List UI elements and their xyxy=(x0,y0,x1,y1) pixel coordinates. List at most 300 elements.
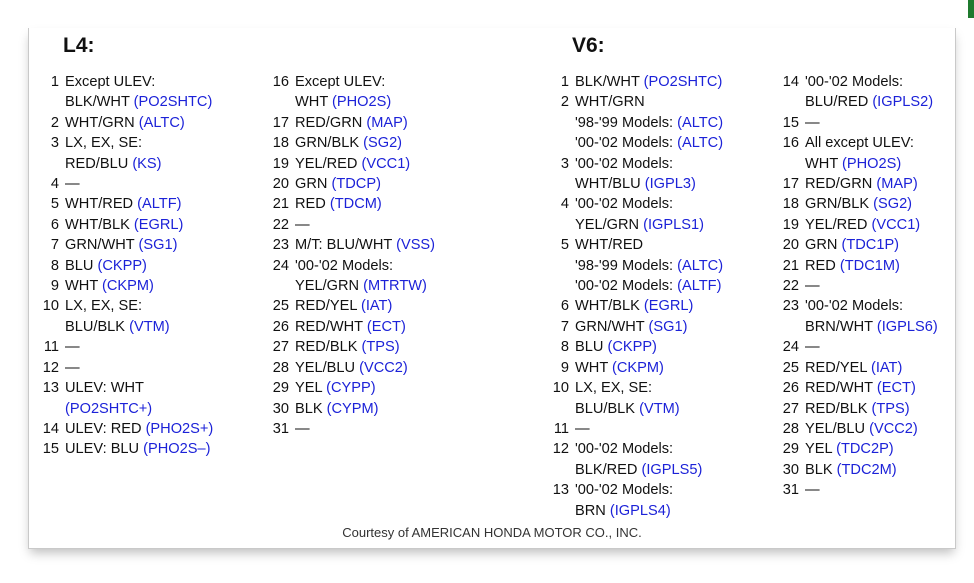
wire-color: YEL/BLU xyxy=(805,420,870,437)
wire-color: — xyxy=(65,339,80,356)
pin-entry xyxy=(541,480,723,521)
wire-color: RED/BLU xyxy=(65,155,133,172)
wire-color: '00-'02 Models: xyxy=(575,441,674,458)
pin-description xyxy=(65,256,147,276)
wire-color: LX, EX, SE: xyxy=(65,135,143,152)
wire-color: RED/WHT xyxy=(295,318,367,335)
pin-description xyxy=(295,317,406,337)
wire-color: BLK xyxy=(805,461,837,478)
pin-entry xyxy=(261,133,435,153)
pin-line xyxy=(575,439,702,459)
pin-number: 31 xyxy=(782,482,799,499)
signal-code: (IGPLS6) xyxy=(876,318,938,335)
pin-description xyxy=(805,113,820,133)
pin-number: 26 xyxy=(782,380,799,397)
pin-number: 17 xyxy=(782,176,799,193)
pin-entry xyxy=(541,439,723,480)
pin-description xyxy=(65,358,80,378)
pin-entry xyxy=(541,72,723,92)
pin-entry xyxy=(771,72,938,113)
wire-color: RED/BLK xyxy=(295,339,362,356)
pin-number: 22 xyxy=(782,278,799,295)
pin-description xyxy=(295,358,408,378)
pin-line xyxy=(295,215,310,235)
pin-entry xyxy=(31,215,213,235)
wire-color: BLK/WHT xyxy=(575,74,644,90)
pin-description xyxy=(575,296,693,316)
pin-description xyxy=(575,337,657,357)
pin-entry xyxy=(31,358,213,378)
pin-line xyxy=(805,194,912,214)
signal-code: (IAT) xyxy=(870,359,903,376)
pin-number: 23 xyxy=(272,237,289,254)
pin-description xyxy=(65,113,185,133)
pin-entry xyxy=(261,194,435,214)
signal-code: (CYPM) xyxy=(326,400,379,417)
pin-entry xyxy=(771,174,938,194)
signal-code: (TDCP) xyxy=(331,176,381,193)
pin-line xyxy=(575,72,722,92)
pin-line xyxy=(65,133,162,153)
wire-color: — xyxy=(295,216,310,233)
signal-code: (IGPLS2) xyxy=(872,94,934,111)
wire-color: All except ULEV: xyxy=(805,135,914,152)
pin-description xyxy=(575,378,680,419)
signal-code: (PHO2S) xyxy=(842,155,902,172)
pin-number: 29 xyxy=(782,441,799,458)
pin-entry xyxy=(771,358,938,378)
pin-line xyxy=(575,399,680,419)
pin-description xyxy=(805,399,910,419)
wire-color: BLU/BLK xyxy=(65,318,130,335)
pin-description xyxy=(65,72,212,113)
pin-entry xyxy=(541,194,723,235)
pin-number: 1 xyxy=(50,74,59,90)
signal-code: (PHO2S) xyxy=(332,94,392,111)
pin-entry xyxy=(261,113,435,133)
pin-entry xyxy=(261,296,435,316)
signal-code: (PO2SHTC) xyxy=(133,94,213,111)
corner-mark xyxy=(968,0,974,18)
pin-number: 10 xyxy=(552,380,569,397)
pin-entry xyxy=(541,92,723,153)
pin-line xyxy=(805,92,933,112)
wire-color: WHT xyxy=(575,359,613,376)
wire-color: BLK/WHT xyxy=(65,94,134,111)
pin-line xyxy=(65,194,181,214)
wire-color: '00-'02 Models: xyxy=(805,74,904,90)
signal-code: (PO2SHTC+) xyxy=(65,400,153,417)
pin-number: 15 xyxy=(782,114,799,131)
pin-line xyxy=(295,378,376,398)
pin-line xyxy=(65,235,177,255)
wire-color: WHT/RED xyxy=(575,237,644,254)
pin-line xyxy=(805,358,902,378)
pin-number: 17 xyxy=(272,114,289,131)
pin-entry xyxy=(261,235,435,255)
pin-line xyxy=(575,296,693,316)
signal-code: (MTRTW) xyxy=(363,278,427,295)
wire-color: BLK xyxy=(295,400,327,417)
signal-code: (TDC2P) xyxy=(836,441,894,458)
pin-description xyxy=(65,276,154,296)
pin-line xyxy=(805,337,820,357)
pin-line xyxy=(295,194,382,214)
pin-line xyxy=(65,337,80,357)
pin-line xyxy=(805,256,900,276)
pin-entry xyxy=(541,235,723,296)
courtesy-caption: Courtesy of AMERICAN HONDA MOTOR CO., INC. xyxy=(342,525,642,540)
signal-code: (VCC1) xyxy=(361,155,411,172)
wire-color: — xyxy=(805,482,820,499)
pin-description xyxy=(295,113,408,133)
pin-entry xyxy=(771,378,938,398)
pin-line xyxy=(65,72,212,92)
pin-line xyxy=(295,92,391,112)
pin-line xyxy=(295,133,402,153)
pin-number: 21 xyxy=(272,196,289,213)
pin-description xyxy=(295,215,310,235)
pin-number: 21 xyxy=(782,257,799,274)
pin-number: 13 xyxy=(552,482,569,499)
signal-code: (TDCM) xyxy=(329,196,382,213)
pin-entry xyxy=(31,174,213,194)
pin-description xyxy=(295,174,381,194)
pin-entry xyxy=(541,358,723,378)
pin-line xyxy=(805,480,820,500)
wire-color: GRN xyxy=(805,237,842,254)
pin-line xyxy=(575,194,704,214)
signal-code: (ALTC) xyxy=(677,135,724,152)
section-title-l4: L4: xyxy=(63,34,95,57)
signal-code: (MAP) xyxy=(876,176,918,193)
pin-number: 4 xyxy=(560,196,569,213)
pin-line xyxy=(805,174,918,194)
pin-description xyxy=(295,296,392,316)
pin-description xyxy=(805,460,897,480)
pin-entry xyxy=(31,337,213,357)
pin-entry xyxy=(261,215,435,235)
signal-code: (TPS) xyxy=(361,339,400,356)
wire-color: ULEV: RED xyxy=(65,420,146,437)
pin-description xyxy=(805,235,899,255)
pin-entry xyxy=(771,276,938,296)
pin-entry xyxy=(771,337,938,357)
pin-entry xyxy=(771,256,938,276)
pin-entry xyxy=(771,113,938,133)
pin-line xyxy=(65,419,213,439)
pin-description xyxy=(575,358,664,378)
pin-entry xyxy=(771,460,938,480)
pin-description xyxy=(65,296,170,337)
pin-line xyxy=(575,480,673,500)
pin-entry xyxy=(771,399,938,419)
signal-code: (VTM) xyxy=(639,400,680,417)
pin-description xyxy=(805,378,916,398)
pin-entry xyxy=(261,72,435,113)
pin-line xyxy=(805,113,820,133)
pin-entry xyxy=(261,317,435,337)
pin-description xyxy=(65,133,162,174)
pin-line xyxy=(805,439,894,459)
wire-color: GRN/BLK xyxy=(805,196,874,213)
pin-description xyxy=(295,378,376,398)
signal-code: (ECT) xyxy=(876,380,916,397)
pin-description xyxy=(805,194,912,214)
pin-description xyxy=(65,174,80,194)
pin-line xyxy=(295,256,427,276)
v6-column-1 xyxy=(541,72,723,521)
signal-code: (ALTC) xyxy=(138,114,185,131)
wire-color: '00-'02 Models: xyxy=(295,257,394,274)
pin-line xyxy=(805,399,910,419)
signal-code: (VTM) xyxy=(129,318,170,335)
signal-code: (TDC1P) xyxy=(841,237,900,254)
pin-line xyxy=(805,317,938,337)
pin-entry xyxy=(771,419,938,439)
pin-number: 22 xyxy=(272,216,289,233)
pin-line xyxy=(575,337,657,357)
pin-number: 3 xyxy=(50,135,59,152)
pin-line xyxy=(575,113,723,133)
pin-number: 20 xyxy=(782,237,799,254)
wire-color: GRN xyxy=(295,176,332,193)
signal-code: (IGPLS5) xyxy=(641,461,703,478)
signal-code: (ECT) xyxy=(366,318,406,335)
pin-description xyxy=(805,72,933,113)
pin-number: 25 xyxy=(782,359,799,376)
pin-entry xyxy=(31,419,213,439)
pin-number: 20 xyxy=(272,176,289,193)
pin-entry xyxy=(31,113,213,133)
signal-code: (EGRL) xyxy=(643,298,694,315)
signal-code: (SG2) xyxy=(363,135,403,152)
wire-color: — xyxy=(805,114,820,131)
signal-code: (ALTC) xyxy=(677,114,724,131)
pin-number: 28 xyxy=(272,359,289,376)
pin-description xyxy=(295,133,402,153)
pin-description xyxy=(805,133,914,174)
wire-color: ULEV: WHT xyxy=(65,380,144,397)
pin-number: 2 xyxy=(50,114,59,131)
pin-number: 23 xyxy=(782,298,799,315)
pin-line xyxy=(65,154,162,174)
pin-description xyxy=(575,235,723,296)
pin-number: 3 xyxy=(560,155,569,172)
pin-entry xyxy=(541,419,723,439)
signal-code: (SG1) xyxy=(138,237,178,254)
wire-color: WHT xyxy=(805,155,843,172)
pin-entry xyxy=(771,296,938,337)
pin-line xyxy=(65,378,152,398)
signal-code: (PHO2S–) xyxy=(143,441,211,458)
pin-entry xyxy=(261,256,435,297)
pin-description xyxy=(295,194,382,214)
pin-description xyxy=(575,72,722,92)
pin-number: 5 xyxy=(560,237,569,254)
pin-line xyxy=(575,235,723,255)
pin-line xyxy=(295,317,406,337)
signal-code: (ALTF) xyxy=(677,278,722,295)
pin-line xyxy=(575,256,723,276)
pin-line xyxy=(575,92,723,112)
wire-color: BRN/WHT xyxy=(805,318,877,335)
wire-color: YEL/GRN xyxy=(295,278,364,295)
pin-entry xyxy=(261,174,435,194)
pin-entry xyxy=(31,72,213,113)
pin-line xyxy=(65,215,183,235)
wire-color: — xyxy=(295,420,310,437)
wire-color: BLK/RED xyxy=(575,461,642,478)
pin-number: 7 xyxy=(50,237,59,254)
pin-entry xyxy=(541,154,723,195)
pin-line xyxy=(65,256,147,276)
wire-color: '00-'02 Models: xyxy=(575,135,678,152)
pin-number: 4 xyxy=(50,176,59,193)
wire-color: YEL/RED xyxy=(805,216,872,233)
pin-number: 16 xyxy=(782,135,799,152)
pin-line xyxy=(805,154,914,174)
pin-number: 11 xyxy=(553,420,569,437)
pin-line xyxy=(65,317,170,337)
pin-number: 31 xyxy=(272,420,289,437)
wire-color: WHT/RED xyxy=(65,196,138,213)
pin-entry xyxy=(261,154,435,174)
pin-number: 6 xyxy=(560,298,569,315)
pin-number: 7 xyxy=(560,318,569,335)
pin-entry xyxy=(31,439,213,459)
wire-color: YEL/BLU xyxy=(295,359,360,376)
pin-description xyxy=(295,72,391,113)
pin-number: 1 xyxy=(560,74,569,90)
pin-entry xyxy=(771,480,938,500)
signal-code: (KS) xyxy=(132,155,162,172)
wire-color: RED/YEL xyxy=(805,359,871,376)
l4-column-1 xyxy=(31,72,213,460)
signal-code: (TDC2M) xyxy=(836,461,897,478)
l4-column-2 xyxy=(261,72,435,439)
wire-color: BLU xyxy=(65,257,98,274)
pin-line xyxy=(805,276,820,296)
pin-line xyxy=(805,72,933,92)
signal-code: (PHO2S+) xyxy=(145,420,214,437)
pin-line xyxy=(295,419,310,439)
pin-number: 25 xyxy=(272,298,289,315)
wire-color: BLU xyxy=(575,339,608,356)
pinout-figure xyxy=(28,28,956,549)
signal-code: (VCC1) xyxy=(871,216,921,233)
pin-entry xyxy=(541,317,723,337)
pin-number: 19 xyxy=(272,155,289,172)
wire-color: GRN/BLK xyxy=(295,135,364,152)
pin-entry xyxy=(31,194,213,214)
signal-code: (CKPP) xyxy=(607,339,657,356)
pin-description xyxy=(805,358,902,378)
wire-color: RED xyxy=(805,257,840,274)
wire-color: WHT/GRN xyxy=(575,94,645,111)
pin-entry xyxy=(541,378,723,419)
pin-number: 19 xyxy=(782,216,799,233)
pin-number: 9 xyxy=(560,359,569,376)
pin-line xyxy=(805,215,920,235)
wire-color: RED/GRN xyxy=(805,176,877,193)
wire-color: YEL/GRN xyxy=(575,216,644,233)
pin-entry xyxy=(261,337,435,357)
pin-line xyxy=(575,154,696,174)
wire-color: '98-'99 Models: xyxy=(575,257,678,274)
pin-number: 28 xyxy=(782,420,799,437)
pin-line xyxy=(65,296,170,316)
wire-color: RED/GRN xyxy=(295,114,367,131)
wire-color: — xyxy=(65,359,80,376)
pin-line xyxy=(295,276,427,296)
pin-description xyxy=(575,92,723,153)
pin-line xyxy=(575,378,680,398)
pin-line xyxy=(575,133,723,153)
pin-description xyxy=(295,399,379,419)
wire-color: '00-'02 Models: xyxy=(575,196,674,213)
signal-code: (TPS) xyxy=(871,400,910,417)
pin-number: 12 xyxy=(42,359,59,376)
pin-number: 6 xyxy=(50,216,59,233)
pin-entry xyxy=(261,378,435,398)
pin-description xyxy=(805,419,918,439)
pin-number: 24 xyxy=(272,257,289,274)
pin-number: 15 xyxy=(42,441,59,458)
pin-number: 8 xyxy=(50,257,59,274)
pin-line xyxy=(295,154,410,174)
pin-number: 13 xyxy=(42,380,59,397)
signal-code: (CKPP) xyxy=(97,257,147,274)
v6-column-2 xyxy=(771,72,938,501)
pin-description xyxy=(575,317,687,337)
wire-color: YEL xyxy=(295,380,327,397)
pin-description xyxy=(805,276,820,296)
wire-color: '98-'99 Models: xyxy=(575,114,678,131)
pin-entry xyxy=(541,337,723,357)
pin-description xyxy=(65,439,210,459)
signal-code: (CKPM) xyxy=(612,359,664,376)
pin-entry xyxy=(771,133,938,174)
wire-color: '00-'02 Models: xyxy=(805,298,904,315)
wire-color: '00-'02 Models: xyxy=(575,278,678,295)
signal-code: (VCC2) xyxy=(869,420,918,437)
pin-description xyxy=(295,256,427,297)
wire-color: RED/BLK xyxy=(805,400,872,417)
signal-code: (ALTC) xyxy=(677,257,724,274)
pin-description xyxy=(575,439,702,480)
section-title-v6: V6: xyxy=(572,34,605,57)
pin-number: 14 xyxy=(782,74,799,90)
pin-number: 27 xyxy=(782,400,799,417)
pin-line xyxy=(575,317,687,337)
pin-number: 16 xyxy=(272,74,289,90)
pin-line xyxy=(575,460,702,480)
wire-color: Except ULEV: xyxy=(295,74,386,90)
wire-color: GRN/WHT xyxy=(65,237,139,254)
pin-line xyxy=(805,419,918,439)
pin-description xyxy=(65,215,183,235)
pin-description xyxy=(805,480,820,500)
pin-entry xyxy=(771,215,938,235)
wire-color: WHT/BLK xyxy=(65,216,134,233)
pin-description xyxy=(575,194,704,235)
pin-description xyxy=(805,439,894,459)
wire-color: LX, EX, SE: xyxy=(575,380,653,397)
wire-color: BLU/BLK xyxy=(575,400,640,417)
pin-line xyxy=(295,399,379,419)
pin-line xyxy=(575,501,673,521)
